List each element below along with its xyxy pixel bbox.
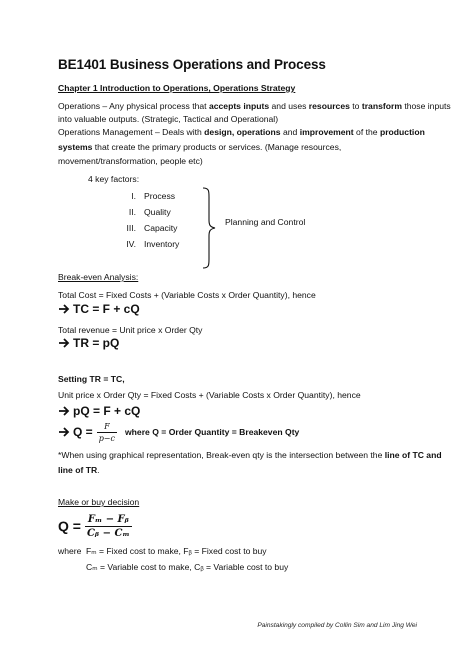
total-cost-line: Total Cost = Fixed Costs + (Variable Costs x Order Quantity), hence: [58, 290, 316, 300]
key-factors-label: 4 key factors:: [88, 174, 140, 184]
page-title: BE1401 Business Operations and Process: [58, 57, 326, 72]
key-factor-numeral: III.: [126, 223, 136, 233]
tr-formula: TR = pQ: [58, 336, 119, 350]
where-label: where: [58, 546, 82, 556]
break-even-heading: Break-even Analysis:: [58, 272, 139, 282]
operations-definition-line2: into valuable outputs. (Strategic, Tactical and Operational): [58, 114, 279, 124]
ops-management-definition-line3: movement/transformation, people etc): [58, 156, 203, 166]
curly-brace-icon: [200, 187, 218, 269]
total-revenue-line: Total revenue = Unit price x Order Qty: [58, 325, 203, 335]
q-where-text: where Q = Order Quantity = Breakeven Qty: [125, 427, 300, 437]
page-footer: Painstakingly compiled by Collin Sim and Lim Jing Wei: [257, 622, 417, 629]
brace-label: Planning and Control: [225, 217, 306, 227]
tc-formula: TC = F + cQ: [58, 302, 140, 316]
chapter-heading: Chapter 1 Introduction to Operations, Operations Strategy: [58, 83, 296, 93]
unit-price-line: Unit price x Order Qty = Fixed Costs + (Variable Costs x Order Quantity), hence: [58, 390, 361, 400]
make-buy-lhs: Q =: [58, 518, 81, 534]
q-lhs: Q =: [73, 425, 93, 439]
key-factor-numeral: IV.: [126, 239, 136, 249]
pq-formula: pQ = F + cQ: [58, 404, 140, 418]
graphical-note-line1: *When using graphical representation, Break-even qty is the intersection between the line of TC and: [58, 450, 442, 460]
graphical-note-line2: line of TR.: [58, 465, 100, 475]
key-factor-label: Process: [144, 191, 176, 201]
arrow-right-icon: [58, 426, 70, 438]
operations-definition-line1: Operations – Any physical process that accepts inputs and uses resources to transform those inputs: [58, 101, 451, 111]
make-buy-heading: Make or buy decision: [58, 497, 140, 507]
arrow-right-icon: [58, 303, 70, 315]
key-factor-numeral: I.: [131, 191, 136, 201]
ops-management-definition-line2: systems that create the primary products or services. (Manage resources,: [58, 142, 342, 152]
fixed-cost-line: Fₘ = Fixed cost to make, Fᵦ = Fixed cost to buy: [86, 546, 267, 556]
key-factor-numeral: II.: [128, 207, 136, 217]
q-fraction: $\frac{F}{p-c}$: [98, 421, 115, 443]
arrow-right-icon: [58, 405, 70, 417]
variable-cost-line: Cₘ = Variable cost to make, Cᵦ = Variable cost to buy: [86, 562, 289, 572]
key-factor-label: Quality: [144, 207, 171, 217]
setting-line: Setting TR = TC,: [58, 374, 125, 384]
ops-management-definition-line1: Operations Management – Deals with design, operations and improvement of the production: [58, 127, 425, 137]
key-factor-label: Capacity: [144, 223, 178, 233]
make-buy-fraction: $\frac{\text{Fₘ − Fᵦ}}{\text{Cᵦ − Cₘ}}$: [86, 513, 130, 539]
key-factor-label: Inventory: [144, 239, 180, 249]
arrow-right-icon: [58, 337, 70, 349]
breakeven-q-formula: [58, 418, 299, 446]
make-buy-formula: [58, 509, 132, 543]
